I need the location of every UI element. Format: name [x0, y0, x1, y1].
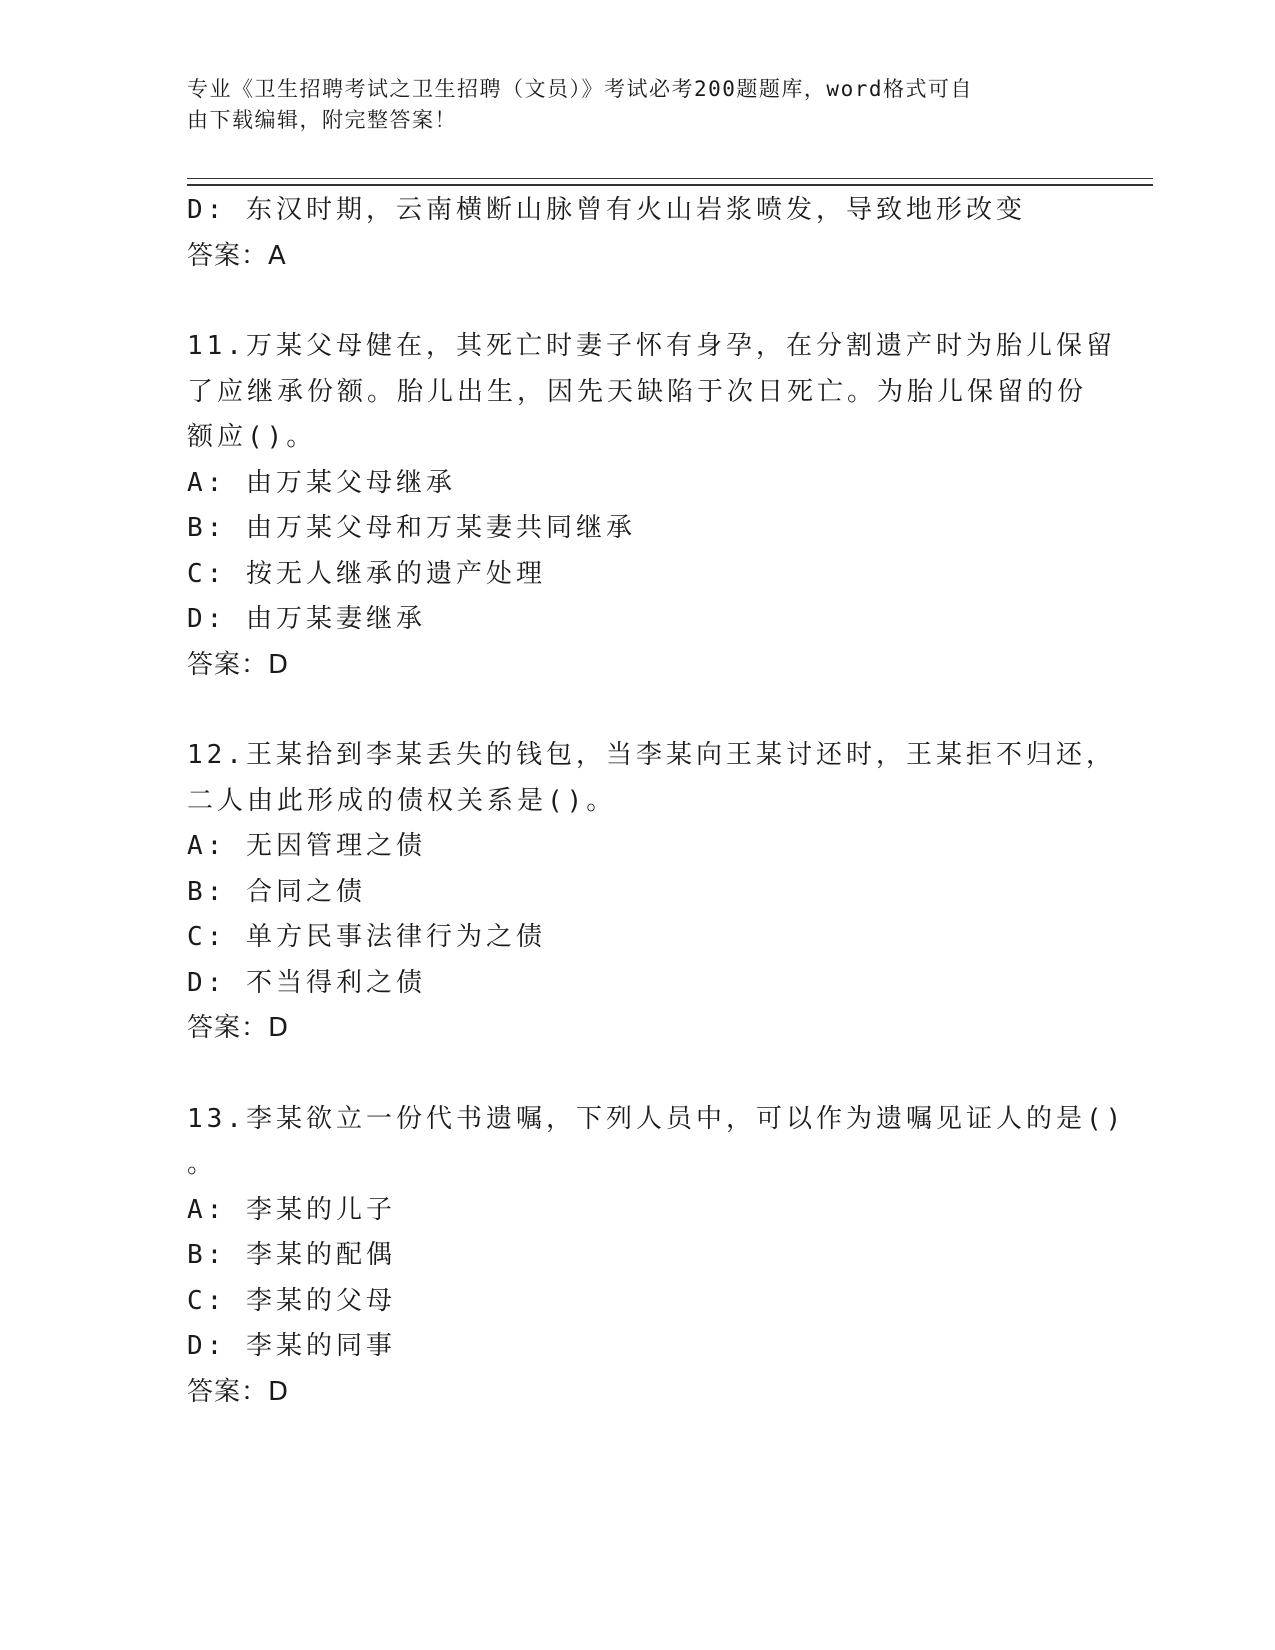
- option-a: A: 李某的儿子: [187, 1194, 396, 1225]
- document-body: [187, 188, 1126, 1415]
- option-c: C: 单方民事法律行为之债: [187, 922, 546, 952]
- spacer: [187, 279, 1087, 324]
- question-stem-line: 11.万某父母健在，其死亡时妻子怀有身孕，在分割遗产时为胎儿保留: [187, 331, 1116, 361]
- option-c: C: 按无人继承的遗产处理: [187, 558, 546, 589]
- question-11: [187, 324, 1116, 688]
- question-stem-line: 13.李某欲立一份代书遗嘱，下列人员中，可以作为遗嘱见证人的是(): [187, 1103, 1126, 1134]
- answer-line: 答案：D: [187, 1376, 290, 1407]
- option-b: B: 合同之债: [187, 876, 366, 907]
- option-b: B: 由万某父母和万某妻共同继承: [187, 513, 636, 543]
- spacer: [187, 688, 1087, 733]
- question-stem-line: 二人由此形成的债权关系是()。: [187, 785, 617, 816]
- option-a: A: 由万某父母继承: [187, 467, 456, 498]
- header-title-line-2: 由下载编辑，附完整答案！: [187, 108, 457, 132]
- question-stem-line: 12.王某拾到李某丢失的钱包，当李某向王某讨还时，王某拒不归还，: [187, 740, 1116, 770]
- question-12: [187, 733, 1116, 1052]
- document-header: [187, 74, 1067, 136]
- option-d: D: 不当得利之债: [187, 967, 426, 998]
- spacer: [187, 1052, 1087, 1097]
- question-stem-line: 了应继承份额。胎儿出生，因先天缺陷于次日死亡。为胎儿保留的份: [187, 376, 1088, 407]
- header-title-line-1: 专业《卫生招聘考试之卫生招聘（文员）》考试必考200题题库，word格式可自: [187, 77, 973, 101]
- answer-line: 答案：D: [187, 1013, 290, 1043]
- question-stem-line: 。: [187, 1149, 218, 1179]
- answer-line: 答案：A: [187, 240, 287, 271]
- question-13: [187, 1097, 1126, 1416]
- header-divider: [187, 178, 1153, 186]
- option-a: A: 无因管理之债: [187, 831, 426, 861]
- option-d: D: 李某的同事: [187, 1331, 396, 1361]
- previous-question-tail: [187, 188, 1087, 279]
- option-d: D: 由万某妻继承: [187, 604, 426, 634]
- answer-line: 答案：D: [187, 649, 290, 680]
- option-d: D: 东汉时期，云南横断山脉曾有火山岩浆喷发，导致地形改变: [187, 195, 1026, 225]
- option-c: C: 李某的父母: [187, 1285, 396, 1316]
- question-stem-line: 额应()。: [187, 422, 317, 452]
- option-b: B: 李某的配偶: [187, 1240, 396, 1270]
